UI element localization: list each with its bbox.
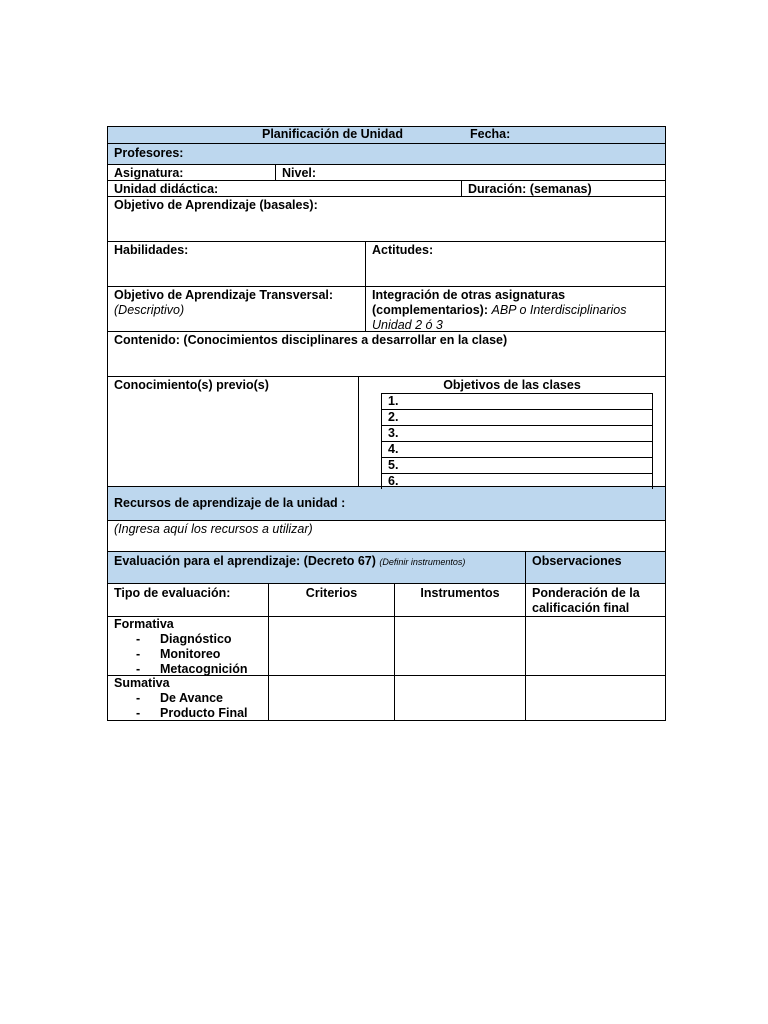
sumativa-cell <box>108 676 268 720</box>
sumativa-list <box>114 691 262 721</box>
sumativa-criterios-cell <box>268 676 394 720</box>
objetivos-clases-list <box>381 393 653 489</box>
profesores-row <box>108 143 665 164</box>
formativa-ponderacion-cell <box>525 617 665 675</box>
formativa-criterios-cell <box>268 617 394 675</box>
formativa-list <box>114 632 262 677</box>
sumativa-ponderacion-cell <box>525 676 665 720</box>
sumativa-instrumentos-cell <box>394 676 525 720</box>
objetivos-clases-cell <box>358 377 665 486</box>
objetivo-basales-label: Objetivo de Aprendizaje (basales): <box>114 198 318 212</box>
oat-cell <box>108 287 365 331</box>
oat-row <box>108 286 665 331</box>
sumativa-row <box>108 675 665 720</box>
objetivos-clases-title: Objetivos de las clases <box>443 378 581 392</box>
sumativa-item: - De Avance <box>136 691 262 706</box>
eval-header-tipo: Tipo de evaluación: <box>114 586 231 600</box>
objetivo-basales-row <box>108 196 665 241</box>
objetivo-clase-item: 4. <box>382 442 652 458</box>
oat-title: Objetivo de Aprendizaje Transversal: <box>114 288 334 302</box>
duracion-label: Duración: (semanas) <box>461 181 665 196</box>
objetivo-clase-item: 6. <box>388 474 399 488</box>
unidad-row <box>108 180 665 196</box>
habilidades-label: Habilidades: <box>114 243 189 257</box>
formativa-item: - Monitoreo <box>136 647 262 662</box>
nivel-label: Nivel: <box>275 165 665 180</box>
conocimientos-row <box>108 376 665 486</box>
evaluacion-title: Evaluación para el aprendizaje: (Decreto 67) <box>114 554 376 568</box>
objetivo-clase-item: 5. <box>382 458 652 474</box>
asignatura-label: Asignatura: <box>114 166 184 180</box>
conocimientos-previos-label: Conocimiento(s) previo(s) <box>114 378 269 392</box>
sumativa-label: Sumativa <box>114 676 170 690</box>
recursos-row <box>108 486 665 520</box>
evaluacion-note: (Definir instrumentos) <box>379 557 466 567</box>
formativa-label: Formativa <box>114 617 174 631</box>
oat-note: (Descriptivo) <box>114 303 185 317</box>
actitudes-label: Actitudes: <box>365 242 665 286</box>
unidad-didactica-label: Unidad didáctica: <box>114 182 219 196</box>
formativa-cell <box>108 617 268 675</box>
eval-header-ponderacion: Ponderación de la calificación final <box>525 584 665 616</box>
objetivo-clase-item: 1. <box>382 394 652 410</box>
formativa-instrumentos-cell <box>394 617 525 675</box>
form-title: Planificación de Unidad <box>262 127 403 141</box>
recursos-input-row <box>108 520 665 551</box>
formativa-row <box>108 616 665 675</box>
eval-header-instrumentos: Instrumentos <box>394 584 525 616</box>
title-row <box>108 127 665 143</box>
recursos-title: Recursos de aprendizaje de la unidad : <box>114 496 346 510</box>
habilidades-row <box>108 241 665 286</box>
integracion-cell <box>365 287 665 331</box>
formativa-item: - Metacognición <box>136 662 262 677</box>
evaluacion-cell <box>108 552 525 583</box>
evaluacion-row <box>108 551 665 583</box>
contenido-label: Contenido: (Conocimientos disciplinares a desarrollar en la clase) <box>114 333 508 347</box>
objetivo-clase-item: 2. <box>382 410 652 426</box>
eval-header-criterios: Criterios <box>268 584 394 616</box>
formativa-item: - Diagnóstico <box>136 632 262 647</box>
asignatura-row <box>108 164 665 180</box>
sumativa-item: - Producto Final <box>136 706 262 721</box>
eval-header-row <box>108 583 665 616</box>
integracion-title: Integración de otras asignaturas (complementarios): <box>372 288 566 317</box>
contenido-row <box>108 331 665 376</box>
planning-form <box>107 126 666 721</box>
integracion-note: ABP o Interdisciplinarios Unidad 2 ó 3 <box>372 303 627 332</box>
profesores-label: Profesores: <box>114 146 184 160</box>
fecha-label: Fecha: <box>470 127 511 141</box>
observaciones-label: Observaciones <box>525 552 665 583</box>
objetivo-clase-item: 3. <box>382 426 652 442</box>
recursos-placeholder: (Ingresa aquí los recursos a utilizar) <box>114 522 313 536</box>
